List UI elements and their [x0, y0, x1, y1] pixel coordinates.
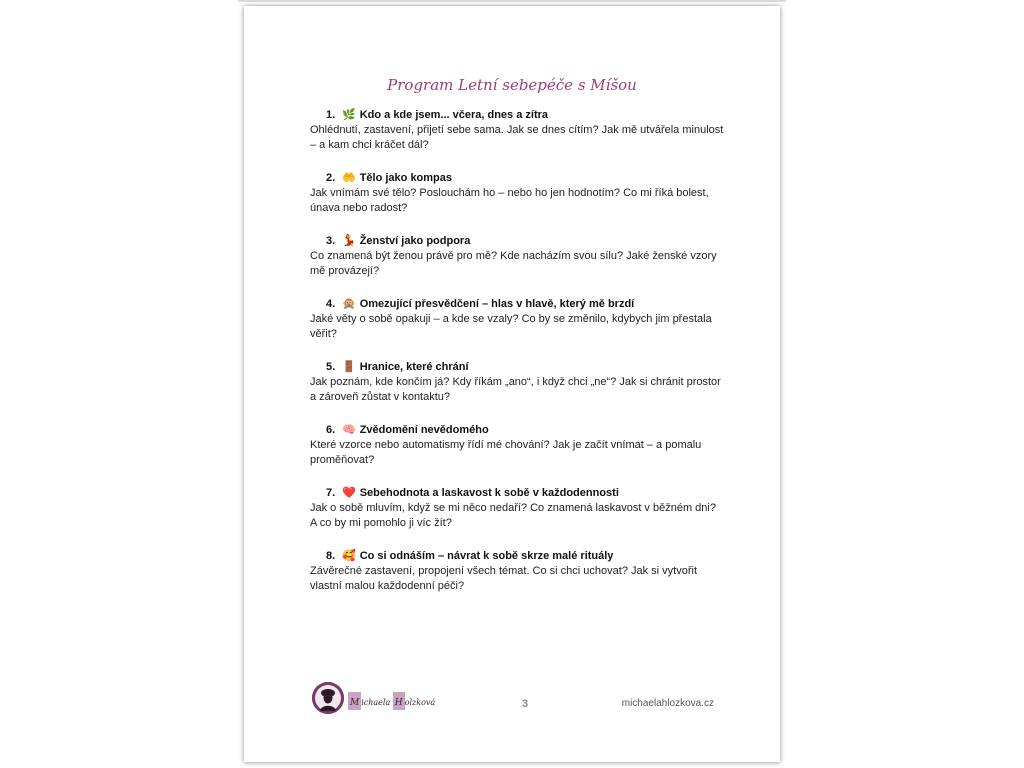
item-description: [310, 249, 730, 279]
item-description: [310, 438, 730, 468]
item-title: Hranice, které chrání: [359, 361, 469, 373]
list-item: [310, 423, 730, 468]
item-number: 3.: [326, 235, 336, 247]
item-heading: [310, 234, 730, 249]
program-list: [310, 108, 730, 612]
item-description: [310, 375, 730, 405]
description-line: Co znamená být ženou právě pro mě? Kde nacházím svou sílu? Jaké ženské vzory: [310, 250, 717, 262]
item-title: Tělo jako kompas: [359, 172, 453, 184]
description-line: Jaké věty o sobě opakuji – a kde se vzaly? Co by se změnilo, kdybych jim přestala: [310, 313, 712, 325]
heart-icon: ❤️: [342, 487, 356, 499]
open-hands-icon: 🤲: [342, 172, 356, 184]
monkey-icon: 🙊: [342, 298, 356, 310]
brand-logo: [312, 682, 452, 718]
item-description: [310, 501, 730, 531]
description-line: Které vzorce nebo automatismy řídí mé chování? Jak je začít vnímat – a pomalu: [310, 439, 702, 451]
list-item: [310, 549, 730, 594]
item-heading: [310, 297, 730, 312]
item-description: [310, 123, 730, 153]
item-title: Omezující přesvědčení – hlas v hlavě, který mě brzdí: [359, 298, 635, 310]
viewer-top-edge: [238, 0, 786, 2]
item-heading: [310, 549, 730, 564]
item-description: [310, 186, 730, 216]
description-line: – a kam chci kráčet dál?: [310, 139, 429, 151]
description-line: Jak vnímám své tělo? Poslouchám ho – nebo ho jen hodnotím? Co mi říká bolest,: [310, 187, 709, 199]
description-line: proměňovat?: [310, 454, 375, 466]
item-number: 4.: [326, 298, 336, 310]
description-line: Jak poznám, kde končím já? Kdy říkám „ano“, i když chci „ne“? Jak si chránit prostor: [310, 376, 721, 388]
item-title: Zvědomění nevědomého: [359, 424, 489, 436]
description-line: Jak o sobě mluvím, když se mi něco nedaří? Co znamená laskavost v běžném dni?: [310, 502, 716, 514]
item-number: 2.: [326, 172, 336, 184]
item-title: Kdo a kde jsem... včera, dnes a zítra: [359, 109, 549, 121]
door-icon: 🚪: [342, 361, 356, 373]
logo-wordmark: M ichaela H olzková: [348, 692, 435, 710]
item-heading: [310, 171, 730, 186]
list-item: [310, 360, 730, 405]
page-title: Program Letní sebepéče s Míšou: [387, 76, 637, 94]
document-page: [244, 6, 780, 762]
website-url: michaelahlozkova.cz: [621, 698, 714, 709]
item-heading: [310, 360, 730, 375]
smiling-face-hearts-icon: 🥰: [342, 550, 356, 562]
item-number: 6.: [326, 424, 336, 436]
brain-icon: 🧠: [342, 424, 356, 436]
description-line: Ohlédnutí, zastavení, přijetí sebe sama. Jak se dnes cítím? Jak mě utvářela minulost: [310, 124, 724, 136]
item-number: 1.: [326, 109, 336, 121]
item-description: [310, 312, 730, 342]
list-item: [310, 234, 730, 279]
description-line: a zároveň zůstat v kontaktu?: [310, 391, 451, 403]
list-item: [310, 297, 730, 342]
description-line: Závěrečné zastavení, propojení všech témat. Co si chci uchovat? Jak si vytvořit: [310, 565, 698, 577]
list-item: [310, 486, 730, 531]
list-item: [310, 171, 730, 216]
item-heading: [310, 486, 730, 501]
item-number: 5.: [326, 361, 336, 373]
leaf-icon: 🌿: [342, 109, 356, 121]
item-heading: [310, 423, 730, 438]
page-number: 3: [522, 698, 529, 710]
item-heading: [310, 108, 730, 123]
description-line: mě provázejí?: [310, 265, 380, 277]
list-item: [310, 108, 730, 153]
description-line: vlastní malou každodenní péči?: [310, 580, 465, 592]
item-title: Co si odnáším – návrat k sobě skrze malé rituály: [359, 550, 614, 562]
item-number: 7.: [326, 487, 336, 499]
dancer-icon: 💃: [342, 235, 356, 247]
item-number: 8.: [326, 550, 336, 562]
description-line: A co by mi pomohlo ji víc žít?: [310, 517, 452, 529]
item-title: Sebehodnota a laskavost k sobě v každodennosti: [359, 487, 619, 499]
silhouette-logo-icon: [312, 682, 344, 714]
description-line: věřit?: [310, 328, 337, 340]
description-line: únava nebo radost?: [310, 202, 408, 214]
item-description: [310, 564, 730, 594]
item-title: Ženství jako podpora: [359, 235, 471, 247]
